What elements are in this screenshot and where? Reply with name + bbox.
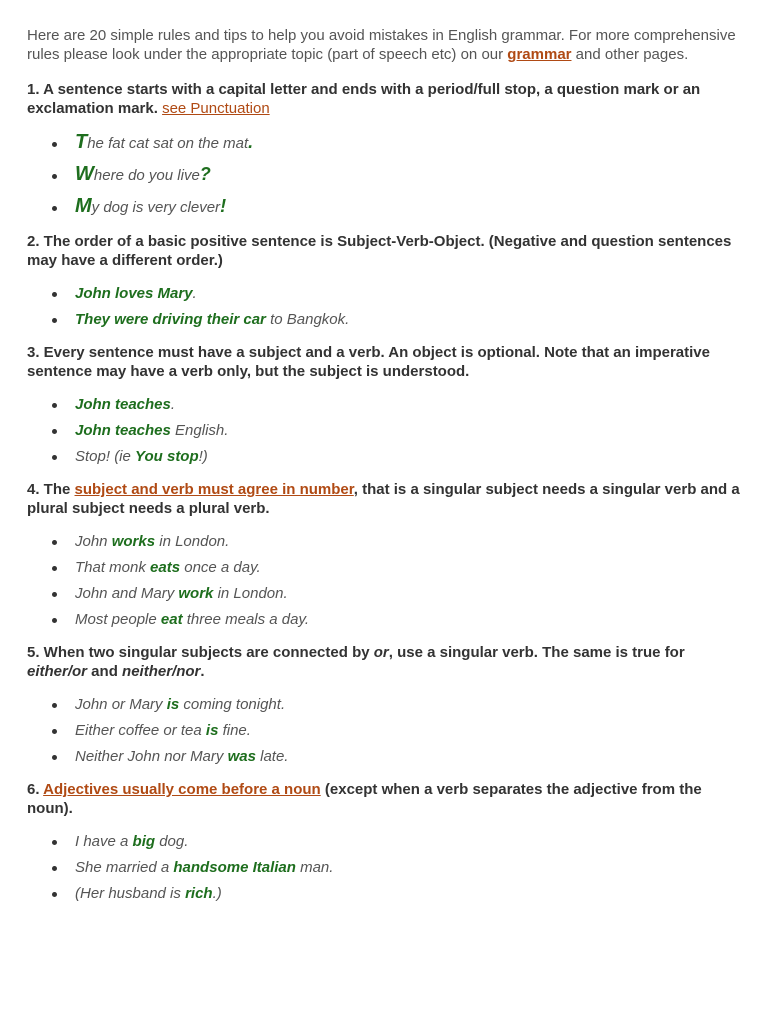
highlight: big — [132, 833, 156, 850]
rule-5-text: 5. When two singular subjects are connected by — [27, 644, 374, 661]
example-text: I have a — [75, 833, 133, 850]
capital-letter: W — [75, 163, 94, 185]
example-text: in London. — [155, 533, 230, 550]
capital-letter: T — [75, 131, 88, 153]
example — [75, 747, 741, 766]
example-text: y dog is very clever — [91, 199, 221, 216]
example-text: fine. — [218, 722, 251, 739]
example-text: !) — [198, 448, 208, 465]
example-text: Stop! (ie — [75, 448, 136, 465]
rule-5-text: . — [200, 663, 205, 680]
example-text: Neither John nor Mary — [75, 748, 228, 765]
rule-6 — [27, 780, 741, 818]
highlight: works — [111, 533, 156, 550]
rule-5 — [27, 643, 741, 681]
end-mark: . — [248, 132, 254, 152]
subject-verb-agreement-link[interactable]: subject and verb must agree in number — [74, 481, 354, 498]
highlight: John teaches — [75, 396, 171, 413]
example — [75, 884, 741, 903]
rule-3: 3. Every sentence must have a subject and a verb. An object is optional. Note that an imperative sentence may have a verb only, but the subject is understood. — [27, 344, 710, 380]
example-text: man. — [295, 859, 334, 876]
rule-2-examples — [27, 284, 741, 329]
example-text: three meals a day. — [182, 611, 310, 628]
example-text: . — [192, 285, 197, 302]
example-text: That monk — [75, 559, 151, 576]
example-text: dog. — [155, 833, 189, 850]
example-text: .) — [212, 885, 222, 902]
example — [75, 721, 741, 740]
rule-4 — [27, 480, 741, 518]
intro-text: Here are 20 simple rules and tips to help you avoid mistakes in English grammar. For more comprehensive rules please look under the appropriate topic (part of speech etc) on our — [27, 27, 736, 63]
example-text: John or Mary — [75, 696, 167, 713]
highlight: John teaches — [75, 422, 171, 439]
example-text: Most people — [75, 611, 161, 628]
example — [75, 421, 741, 440]
rule-5-text: and — [87, 663, 123, 680]
rule-2: 2. The order of a basic positive sentence is Subject-Verb-Object. (Negative and question sentences may have a different order.) — [27, 233, 732, 269]
rule-5-text: , use a singular verb. The same is true for — [388, 644, 685, 661]
rule-6-pre: 6. — [27, 781, 44, 798]
rule-4-post: , that is a singular subject needs a singular verb and a plural subject needs a plural verb. — [27, 481, 740, 517]
rule-1-examples — [27, 132, 741, 218]
example-text: coming tonight. — [179, 696, 286, 713]
example — [75, 558, 741, 577]
rule-5-italic: or — [373, 644, 389, 661]
highlight: work — [178, 585, 214, 602]
rule-3-examples — [27, 395, 741, 466]
example — [75, 695, 741, 714]
example-text: Either coffee or tea — [75, 722, 206, 739]
example — [75, 164, 741, 186]
rule-6-examples — [27, 832, 741, 903]
rule-1-text: 1. A sentence starts with a capital letter and ends with a period/full stop, a question mark or an exclamation mark. — [27, 81, 701, 117]
example — [75, 584, 741, 603]
rule-4-examples — [27, 532, 741, 629]
example — [75, 447, 741, 466]
example — [75, 310, 741, 329]
rule-4-pre: 4. The — [27, 481, 75, 498]
intro-paragraph — [27, 26, 741, 64]
highlight: handsome Italian — [173, 859, 296, 876]
highlight: was — [227, 748, 256, 765]
highlight: John loves Mary — [75, 285, 193, 302]
example — [75, 832, 741, 851]
capital-letter: M — [75, 195, 92, 217]
example-text: English. — [170, 422, 229, 439]
example-text: late. — [255, 748, 289, 765]
rule-5-italic: either/or — [27, 663, 88, 680]
rule-5-examples — [27, 695, 741, 766]
example-text: in London. — [213, 585, 288, 602]
example-text: She married a — [75, 859, 174, 876]
example — [75, 532, 741, 551]
highlight: You stop — [135, 448, 199, 465]
example — [75, 395, 741, 414]
example — [75, 284, 741, 303]
highlight: eat — [160, 611, 183, 628]
example-text: once a day. — [180, 559, 261, 576]
highlight: is — [166, 696, 180, 713]
highlight: is — [205, 722, 219, 739]
example-text: . — [170, 396, 176, 413]
example-text: John — [75, 533, 112, 550]
example-text: here do you live — [93, 167, 200, 184]
example — [75, 858, 741, 877]
example-text: to Bangkok. — [265, 311, 350, 328]
highlight: They were driving their car — [75, 311, 266, 328]
adjectives-link[interactable]: Adjectives usually come before a noun — [43, 781, 321, 798]
highlight: rich — [185, 885, 213, 902]
rule-6-post: (except when a verb separates the adjective from the noun). — [27, 781, 702, 817]
example — [75, 610, 741, 629]
rule-1 — [27, 80, 741, 118]
example-text: (Her husband is — [75, 885, 186, 902]
punctuation-link[interactable]: see Punctuation — [162, 100, 270, 117]
end-mark: ! — [220, 196, 227, 216]
example-text: John and Mary — [75, 585, 179, 602]
intro-text-end: and other pages. — [571, 46, 689, 63]
example-text: he fat cat sat on the mat — [87, 135, 249, 152]
rule-5-italic: neither/nor — [122, 663, 201, 680]
highlight: eats — [150, 559, 181, 576]
example — [75, 196, 741, 218]
grammar-link[interactable]: grammar — [507, 46, 572, 63]
example — [75, 132, 741, 154]
end-mark: ? — [199, 164, 211, 184]
